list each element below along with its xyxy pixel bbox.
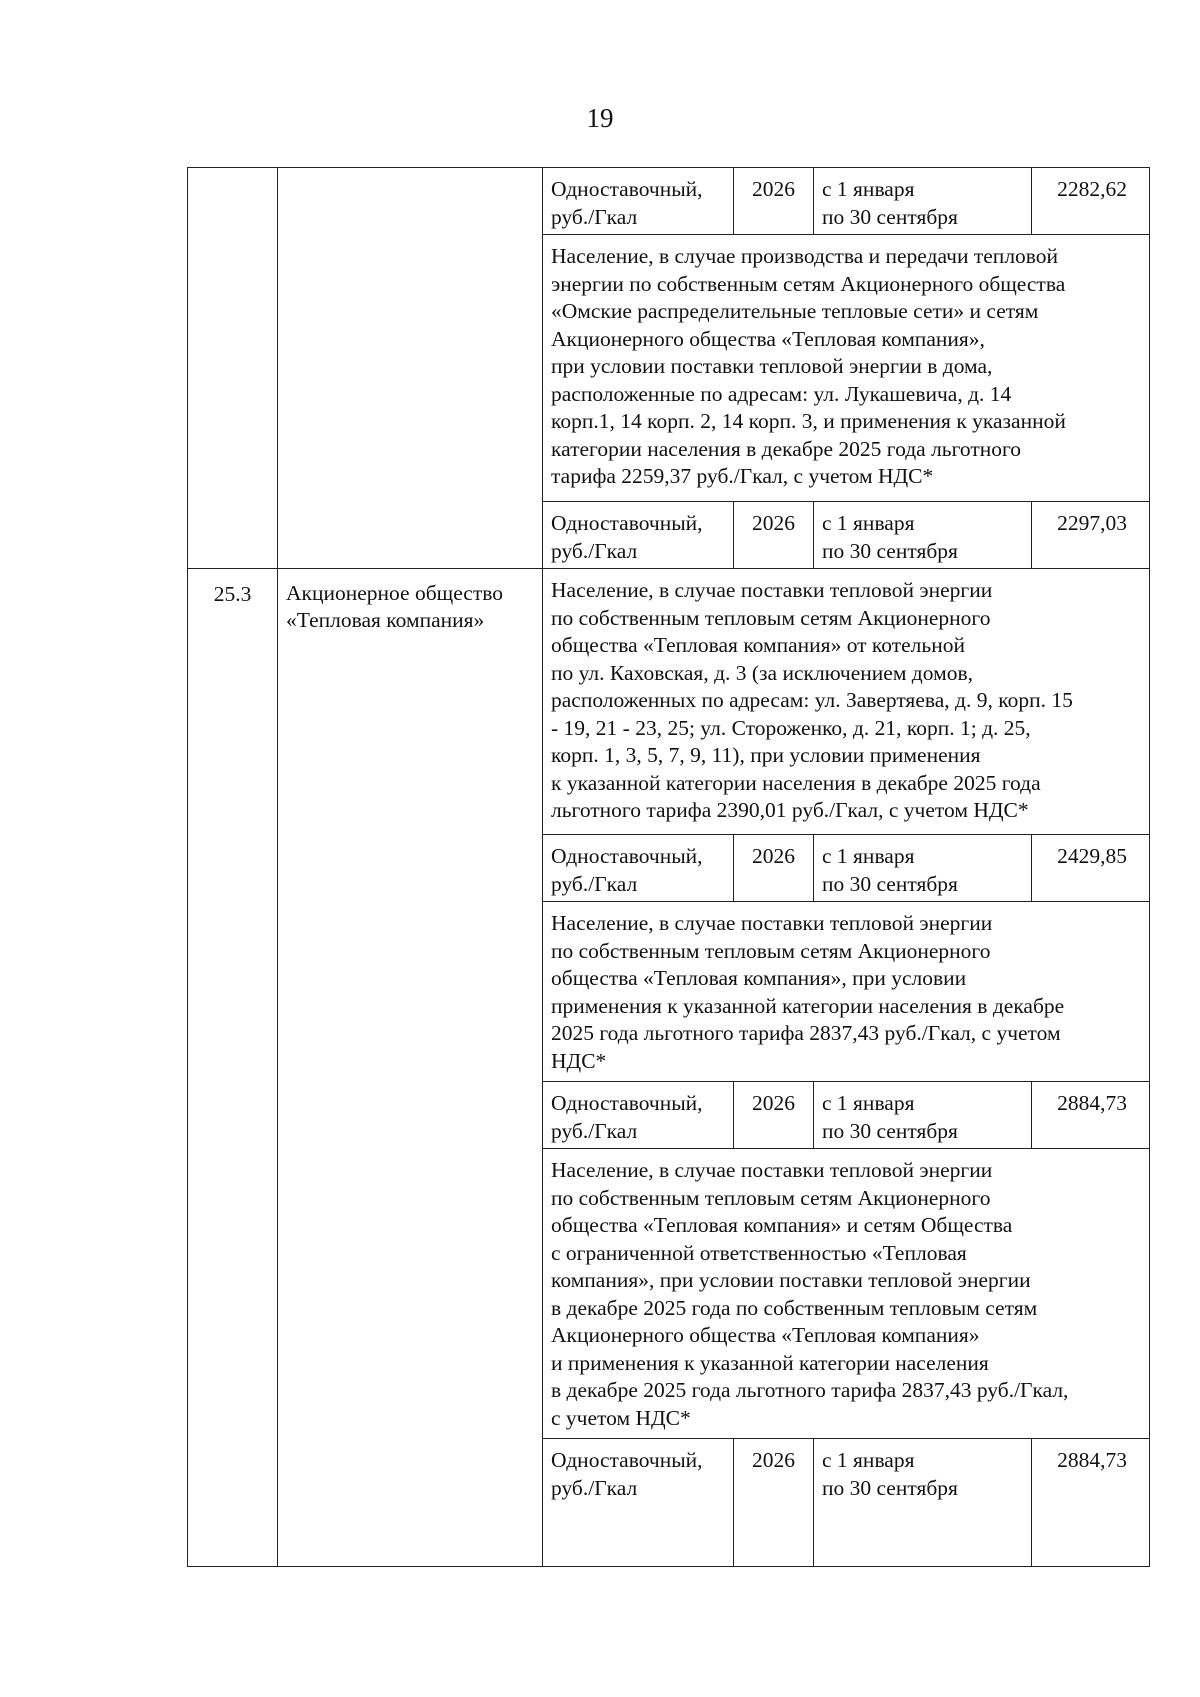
description-line: категории населения в декабре 2025 года льготного [551, 436, 1022, 461]
tariff-type-line: Одноставочный, [551, 1091, 703, 1115]
tariff-type-line: Одноставочный, [551, 511, 703, 535]
description-line: общества «Тепловая компания», при условии [551, 966, 967, 990]
tariff-type-line: Одноставочный, [551, 177, 703, 201]
description-line: Акционерного общества «Тепловая компания», [551, 326, 985, 351]
description-line: Население, в случае поставки тепловой энергии [551, 578, 993, 602]
description-line: с учетом НДС* [551, 1405, 691, 1430]
table-row [188, 569, 1150, 835]
tariff-type-line: руб./Гкал [551, 538, 638, 563]
description-line: с ограниченной ответственностью «Тепловая [551, 1240, 967, 1265]
description-line: и применения к указанной категории населения [551, 1350, 989, 1375]
consumer-description [543, 902, 1150, 1082]
description-line: Население, в случае производства и передачи тепловой [551, 244, 1059, 268]
description-line: применения к указанной категории населения в декабре [551, 993, 1065, 1018]
description-line: по ул. Каховская, д. 3 (за исключением домов, [551, 660, 973, 685]
description-line: корп. 1, 3, 5, 7, 9, 11), при условии применения [551, 743, 981, 767]
period-line: по 30 сентября [822, 1475, 958, 1500]
tariff-year: 2026 [734, 168, 814, 235]
tariff-type-line: Одноставочный, [551, 844, 703, 868]
description-line: НДС* [551, 1048, 607, 1073]
description-line: компания», при условии поставки тепловой энергии [551, 1268, 1031, 1292]
tariff-table [187, 167, 1150, 1567]
tariff-year: 2026 [734, 502, 814, 569]
tariff-value: 2884,73 [1032, 1082, 1150, 1149]
organization-name [278, 569, 543, 1567]
period-line: с 1 января [822, 177, 915, 201]
period-line: с 1 января [822, 511, 915, 535]
period-line: по 30 сентября [822, 871, 958, 896]
period-line: с 1 января [822, 844, 915, 868]
tariff-type [543, 502, 734, 569]
tariff-type [543, 1439, 734, 1567]
tariff-year: 2026 [734, 1082, 814, 1149]
description-line: 2025 года льготного тарифа 2837,43 руб./Гкал, с учетом [551, 1021, 1061, 1045]
description-line: по собственным тепловым сетям Акционерного [551, 605, 991, 630]
table-row [188, 168, 1150, 235]
tariff-period [814, 1082, 1032, 1149]
tariff-type-line: руб./Гкал [551, 204, 638, 229]
description-line: Население, в случае поставки тепловой энергии [551, 911, 993, 935]
tariff-period [814, 1439, 1032, 1567]
tariff-type-line: руб./Гкал [551, 1118, 638, 1143]
tariff-period [814, 502, 1032, 569]
description-line: при условии поставки тепловой энергии в дома, [551, 354, 993, 378]
tariff-type-line: руб./Гкал [551, 1475, 638, 1500]
tariff-value: 2282,62 [1032, 168, 1150, 235]
description-line: общества «Тепловая компания» от котельной [551, 633, 965, 657]
description-line: к указанной категории населения в декабре 2025 года [551, 770, 1041, 795]
period-line: по 30 сентября [822, 1118, 958, 1143]
description-line: Акционерного общества «Тепловая компания» [551, 1323, 980, 1347]
description-line: тарифа 2259,37 руб./Гкал, с учетом НДС* [551, 464, 934, 488]
period-line: по 30 сентября [822, 204, 958, 229]
period-line: по 30 сентября [822, 538, 958, 563]
description-line: Население, в случае поставки тепловой энергии [551, 1158, 993, 1182]
period-line: с 1 января [822, 1448, 915, 1472]
description-line: льготного тарифа 2390,01 руб./Гкал, с учетом НДС* [551, 798, 1029, 822]
tariff-type [543, 168, 734, 235]
page-number: 19 [586, 103, 614, 133]
consumer-description [543, 569, 1150, 835]
description-line: по собственным тепловым сетям Акционерного [551, 1185, 991, 1210]
description-line: «Омские распределительные тепловые сети» и сетям [551, 299, 1039, 323]
tariff-year: 2026 [734, 835, 814, 902]
organization-cell-empty [278, 168, 543, 569]
row-number: 25.3 [188, 569, 278, 1567]
tariff-type-line: Одноставочный, [551, 1448, 703, 1472]
description-line: энергии по собственным сетям Акционерного общества [551, 271, 1066, 296]
row-number-cell-empty [188, 168, 278, 569]
tariff-type [543, 835, 734, 902]
consumer-description [543, 1149, 1150, 1439]
tariff-type [543, 1082, 734, 1149]
description-line: в декабре 2025 года льготного тарифа 2837,43 руб./Гкал, [551, 1378, 1069, 1402]
description-line: по собственным тепловым сетям Акционерного [551, 938, 991, 963]
description-line: расположенных по адресам: ул. Завертяева, д. 9, корп. 15 [551, 688, 1073, 712]
description-line: корп.1, 14 корп. 2, 14 корп. 3, и применения к указанной [551, 409, 1066, 433]
tariff-value: 2297,03 [1032, 502, 1150, 569]
organization-name-line: Акционерное общество [286, 581, 503, 605]
tariff-value: 2884,73 [1032, 1439, 1150, 1567]
organization-name-line: «Тепловая компания» [286, 608, 485, 632]
tariff-period [814, 168, 1032, 235]
description-line: в декабре 2025 года по собственным тепловым сетям [551, 1295, 1038, 1320]
tariff-year: 2026 [734, 1439, 814, 1567]
tariff-value: 2429,85 [1032, 835, 1150, 902]
description-line: общества «Тепловая компания» и сетям Общества [551, 1213, 1013, 1237]
tariff-type-line: руб./Гкал [551, 871, 638, 896]
consumer-description [543, 235, 1150, 502]
tariff-period [814, 835, 1032, 902]
description-line: - 19, 21 - 23, 25; ул. Стороженко, д. 21, корп. 1; д. 25, [551, 715, 1031, 740]
period-line: с 1 января [822, 1091, 915, 1115]
description-line: расположенные по адресам: ул. Лукашевича, д. 14 [551, 381, 1012, 406]
